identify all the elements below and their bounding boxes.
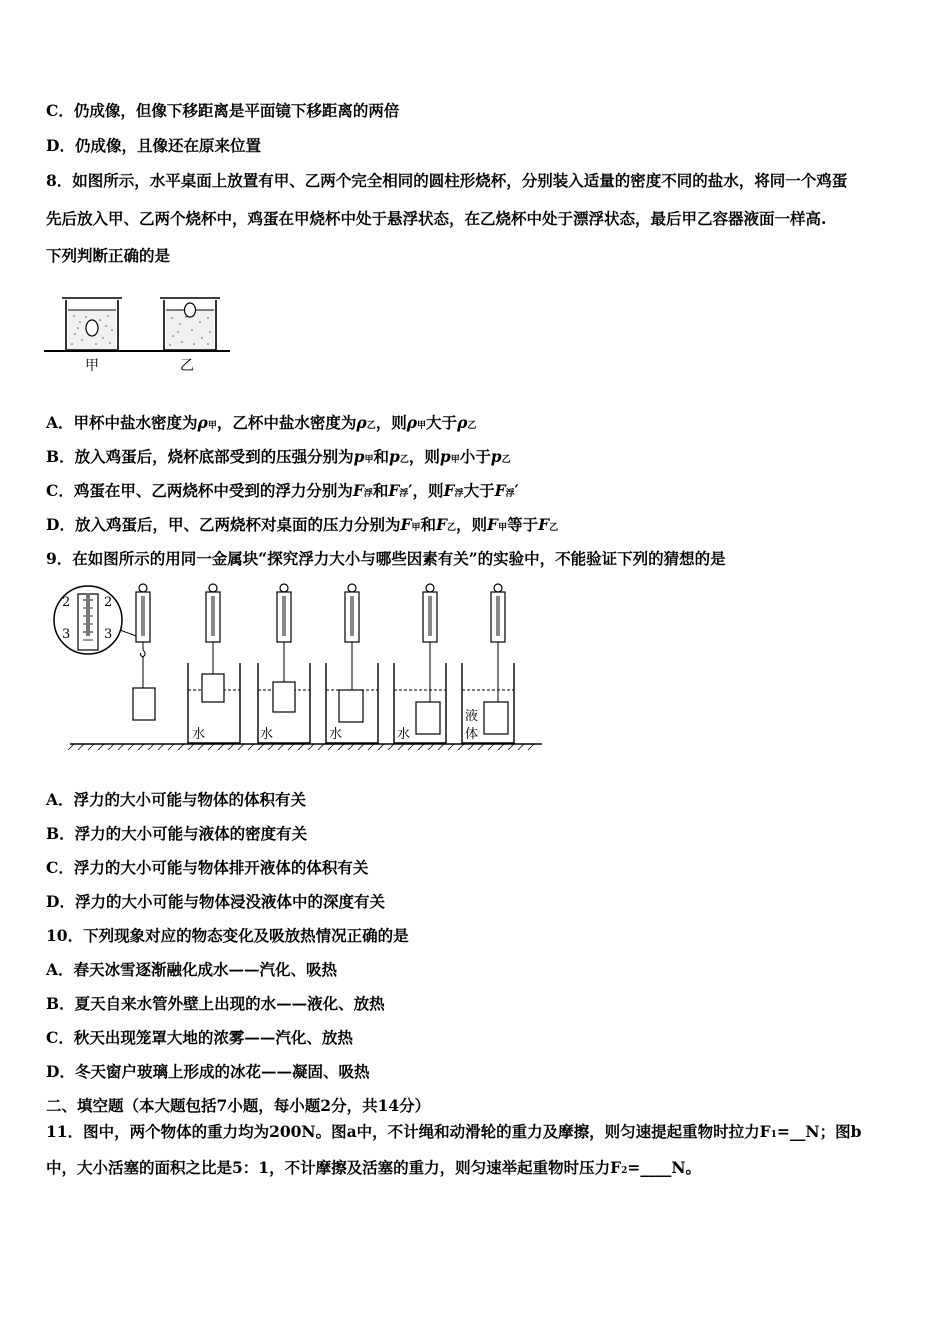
q7-option-c: C．仍成像，但像下移距离是平面镜下移距离的两倍 (46, 101, 400, 120)
scale-3-right: 3 (104, 627, 113, 642)
beaker-yi (160, 298, 220, 350)
section-heading: 二、填空题（本大题包括7小题，每小题2分，共14分） (46, 1096, 431, 1115)
beaker-liquid (462, 584, 514, 743)
q8-option-a: A．甲杯中盐水密度为ρ甲，乙杯中盐水密度为ρ乙，则ρ甲大于ρ乙 (46, 413, 477, 432)
q9-option-b: B．浮力的大小可能与液体的密度有关 (46, 824, 308, 843)
liquid-label-1: 液 (465, 709, 479, 724)
liquid-label-2: 体 (465, 727, 479, 742)
water-label-3: 水 (329, 727, 343, 742)
spring-scale-1 (133, 584, 155, 720)
scale-3-left: 3 (62, 627, 71, 642)
water-label-1: 水 (192, 727, 206, 742)
label-jia: 甲 (85, 358, 99, 374)
q10-option-c: C．秋天出现笼罩大地的浓雾——汽化、放热 (46, 1028, 353, 1047)
q8-option-d: D．放入鸡蛋后，甲、乙两烧杯对桌面的压力分别为F甲和F乙，则F甲等于F乙 (46, 515, 559, 534)
beaker-water-3 (326, 584, 378, 743)
q10-option-b: B．夏天自来水管外壁上出现的水——液化、放热 (46, 994, 385, 1013)
q8-stem-line1: 8．如图所示，水平桌面上放置有甲、乙两个完全相同的圆柱形烧杯，分别装入适量的密度不同的盐水，将同一个鸡蛋 (46, 171, 848, 190)
q10-option-a: A．春天冰雪逐渐融化成水——汽化、吸热 (46, 960, 338, 979)
q8-option-c: C．鸡蛋在甲、乙两烧杯中受到的浮力分别为F浮和F浮′，则F浮大于F浮′ (46, 481, 519, 500)
q10-option-d: D．冬天窗户玻璃上形成的冰花——凝固、吸热 (46, 1062, 370, 1081)
q9-stem: 9．在如图所示的用同一金属块“探究浮力大小与哪些因素有关”的实验中，不能验证下列的猜想的是 (46, 549, 726, 568)
water-label-2: 水 (260, 727, 274, 742)
beaker-water-1 (188, 584, 240, 743)
scale-2-left: 2 (62, 595, 71, 610)
beaker-jia (62, 298, 122, 350)
beaker-water-2 (258, 584, 310, 743)
magnified-scale (54, 586, 136, 654)
q8-stem-line2: 先后放入甲、乙两个烧杯中，鸡蛋在甲烧杯中处于悬浮状态，在乙烧杯中处于漂浮状态，最后甲乙容器液面一样高. (46, 209, 827, 228)
q7-option-d: D．仍成像，且像还在原来位置 (46, 136, 261, 155)
q8-option-b: B．放入鸡蛋后，烧杯底部受到的压强分别为p甲和p乙，则p甲小于p乙 (46, 447, 511, 466)
q9-option-a: A．浮力的大小可能与物体的体积有关 (46, 790, 307, 809)
q9-option-d: D．浮力的大小可能与物体浸没液体中的深度有关 (46, 892, 385, 911)
label-yi: 乙 (180, 358, 194, 374)
q11-line1: 11．图中，两个物体的重力均为200N。图a中，不计绳和动滑轮的重力及摩擦，则匀速提起重物时拉力F1=__N；图b (46, 1122, 862, 1141)
beaker-water-4 (394, 584, 446, 743)
q10-stem: 10．下列现象对应的物态变化及吸放热情况正确的是 (46, 926, 409, 945)
q9-experiment-figure (48, 578, 548, 753)
q8-stem-line3: 下列判断正确的是 (46, 246, 171, 265)
q8-beakers-figure (40, 290, 240, 380)
q9-option-c: C．浮力的大小可能与物体排开液体的体积有关 (46, 858, 369, 877)
water-label-4: 水 (397, 727, 411, 742)
q11-line2: 中，大小活塞的面积之比是5：1，不计摩擦及活塞的重力，则匀速举起重物时压力F2=____N。 (46, 1158, 701, 1177)
scale-2-right: 2 (104, 595, 113, 610)
